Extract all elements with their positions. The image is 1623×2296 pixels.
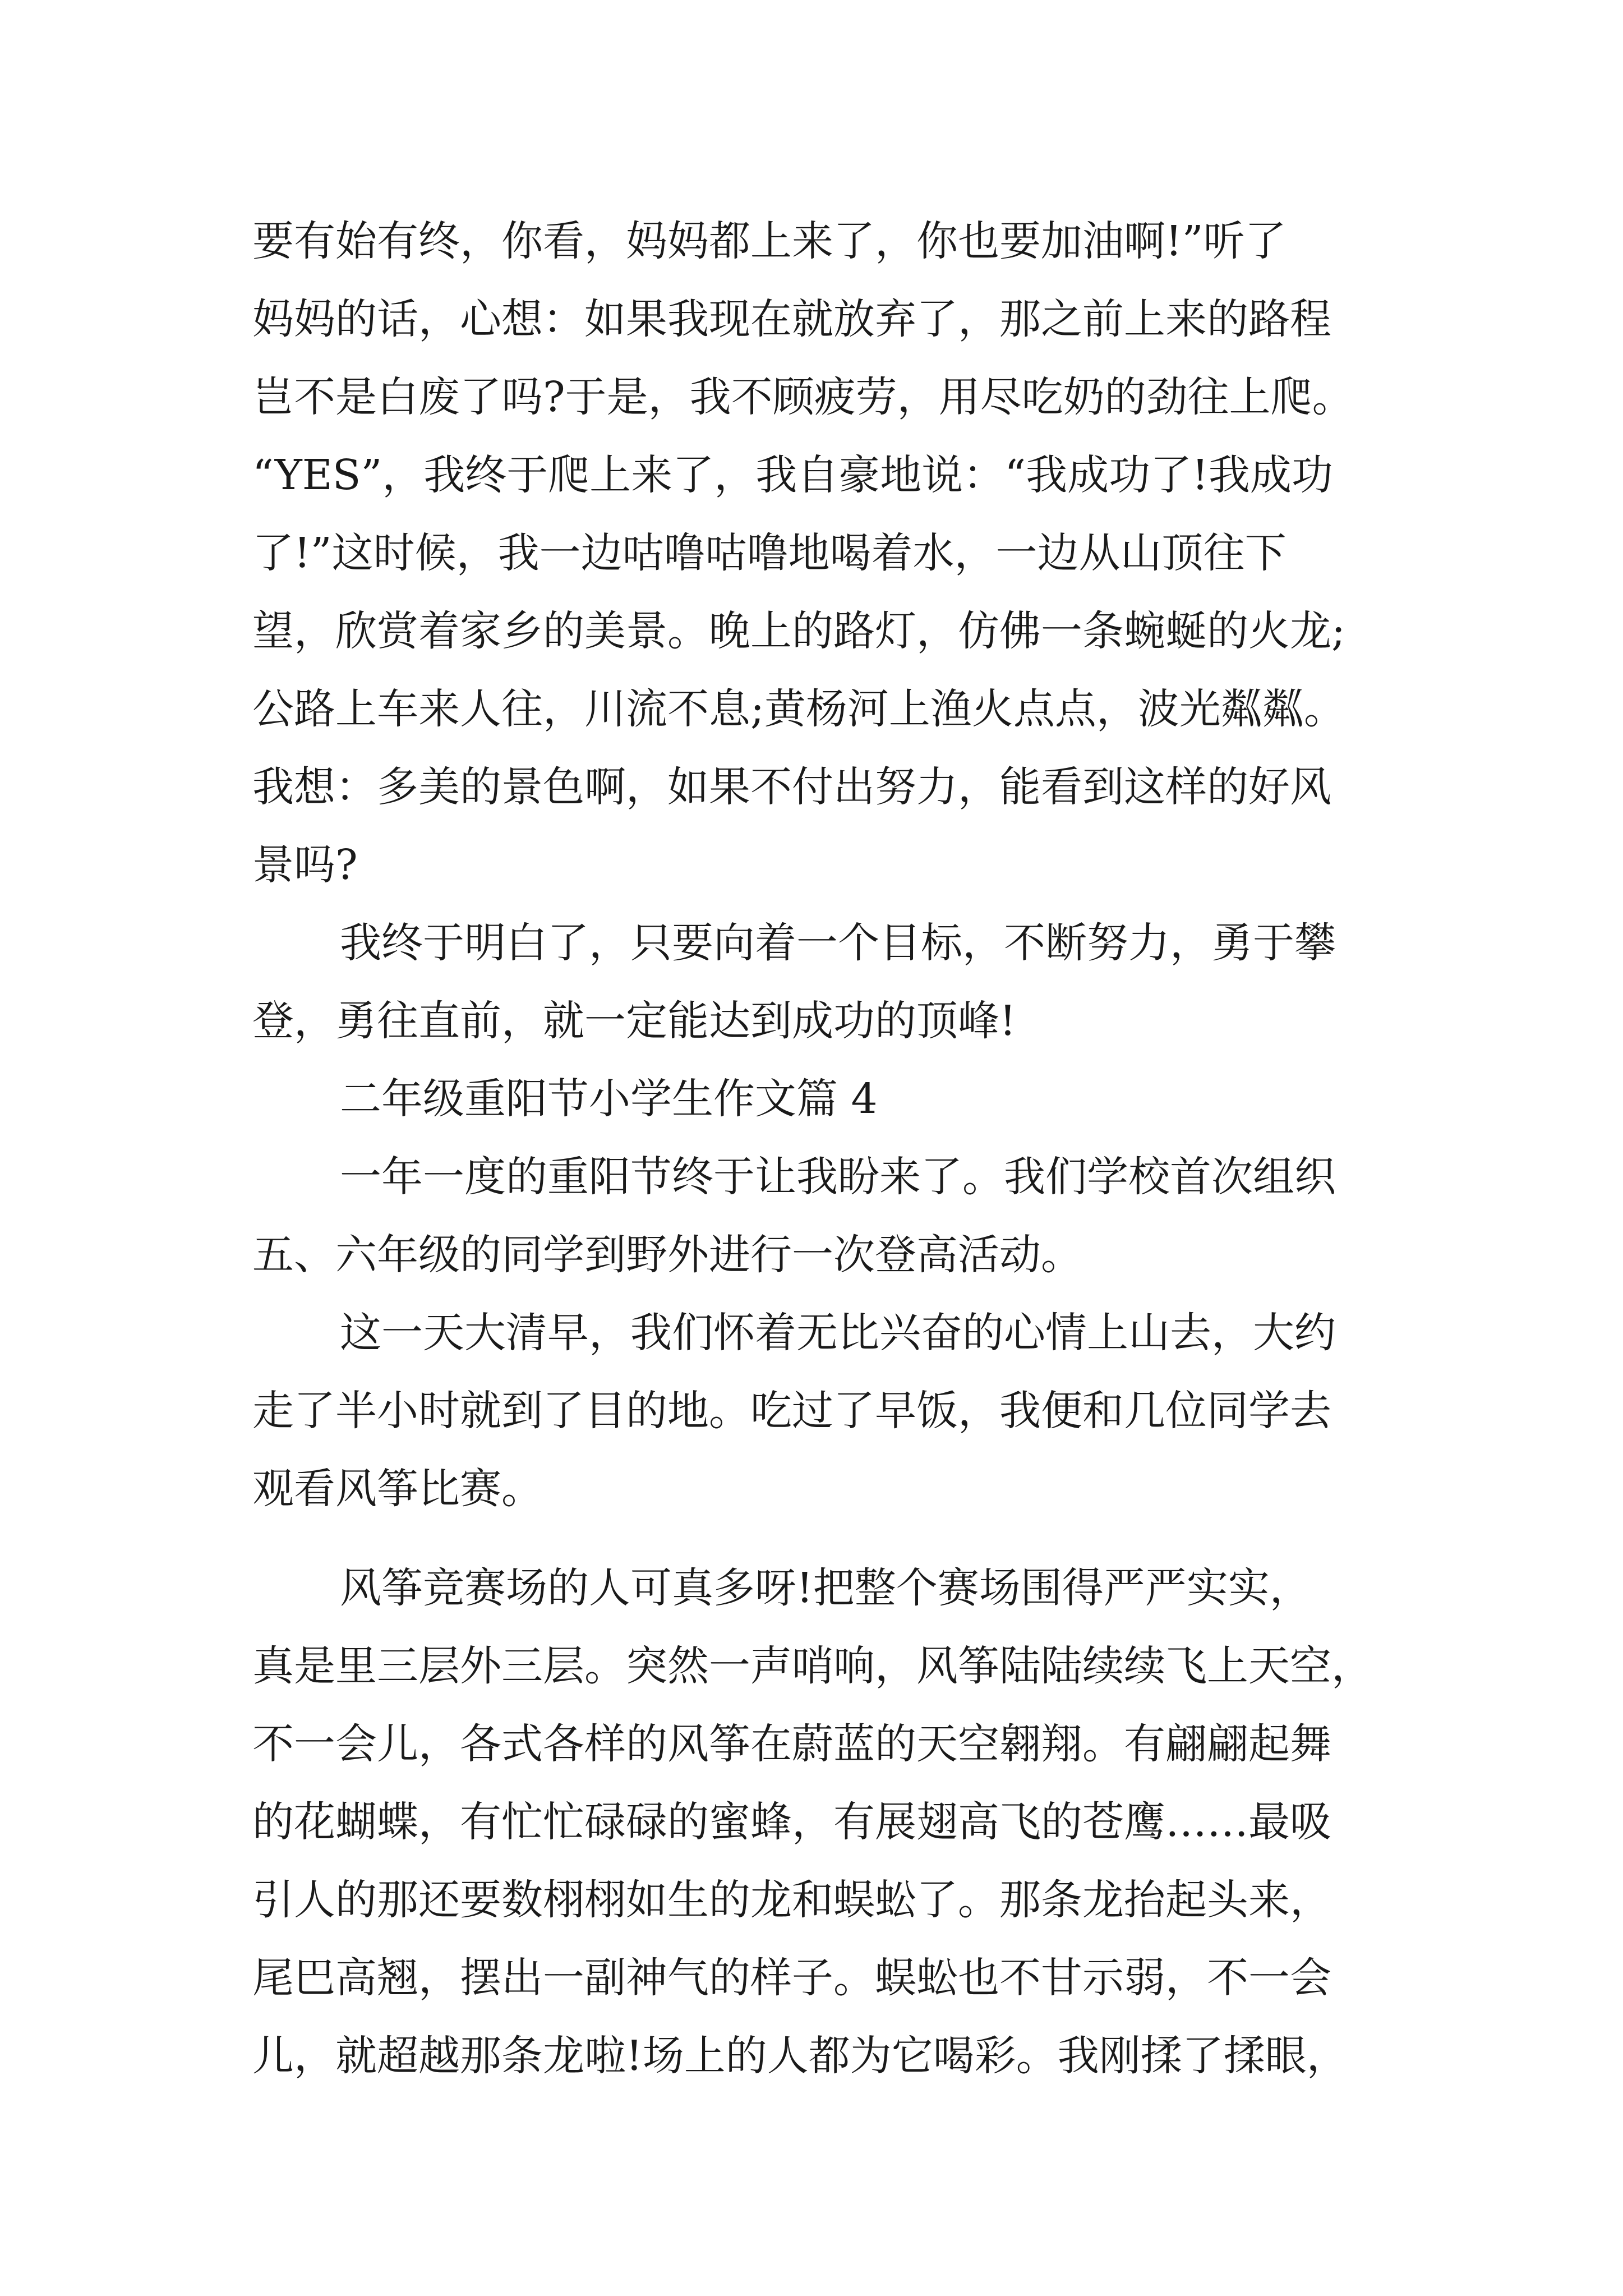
text-line: 我想：多美的景色啊，如果不付出努力，能看到这样的好风	[252, 763, 1331, 811]
text-line: 真是里三层外三层。突然一声哨响，风筝陆陆续续飞上天空，	[252, 1642, 1373, 1690]
text-line: “YES”，我终于爬上来了，我自豪地说：“我成功了!我成功	[252, 451, 1333, 499]
text-line: 不一会儿，各式各样的风筝在蔚蓝的天空翱翔。有翩翩起舞	[252, 1720, 1331, 1768]
text-line: 望，欣赏着家乡的美景。晚上的路灯，仿佛一条蜿蜒的火龙;	[252, 607, 1345, 655]
text-line: 妈妈的话，心想：如果我现在就放弃了，那之前上来的路程	[252, 295, 1331, 343]
text-line: 岂不是白废了吗?于是，我不顾疲劳，用尽吃奶的劲往上爬。	[252, 373, 1354, 421]
section-heading: 二年级重阳节小学生作文篇 4	[340, 1075, 878, 1123]
paragraph-first-line: 一年一度的重阳节终于让我盼来了。我们学校首次组织	[340, 1153, 1336, 1201]
text-line: 了!”这时候，我一边咕噜咕噜地喝着水，一边从山顶往下	[252, 529, 1287, 577]
text-line: 引人的那还要数栩栩如生的龙和蜈蚣了。那条龙抬起头来，	[252, 1876, 1331, 1924]
text-line: 观看风筝比赛。	[252, 1465, 543, 1513]
text-line: 景吗?	[252, 841, 358, 889]
text-line: 尾巴高翘，摆出一副神气的样子。蜈蚣也不甘示弱，不一会	[252, 1954, 1331, 2002]
paragraph-first-line: 风筝竞赛场的人可真多呀!把整个赛场围得严严实实，	[340, 1564, 1311, 1612]
text-line: 登，勇往直前，就一定能达到成功的顶峰!	[252, 997, 1016, 1045]
text-line: 儿，就超越那条龙啦!场上的人都为它喝彩。我刚揉了揉眼，	[252, 2032, 1348, 2080]
text-line: 的花蝴蝶，有忙忙碌碌的蜜蜂，有展翅高飞的苍鹰……最吸	[252, 1798, 1331, 1846]
text-line: 要有始有终，你看，妈妈都上来了，你也要加油啊!”听了	[252, 217, 1287, 265]
paragraph-first-line: 这一天大清早，我们怀着无比兴奋的心情上山去，大约	[340, 1309, 1336, 1357]
paragraph-first-line: 我终于明白了，只要向着一个目标，不断努力，勇于攀	[340, 919, 1336, 967]
text-line: 五、六年级的同学到野外进行一次登高活动。	[252, 1231, 1082, 1279]
text-line: 走了半小时就到了目的地。吃过了早饭，我便和几位同学去	[252, 1387, 1331, 1435]
text-line: 公路上车来人往，川流不息;黄杨河上渔火点点，波光粼粼。	[252, 685, 1345, 733]
